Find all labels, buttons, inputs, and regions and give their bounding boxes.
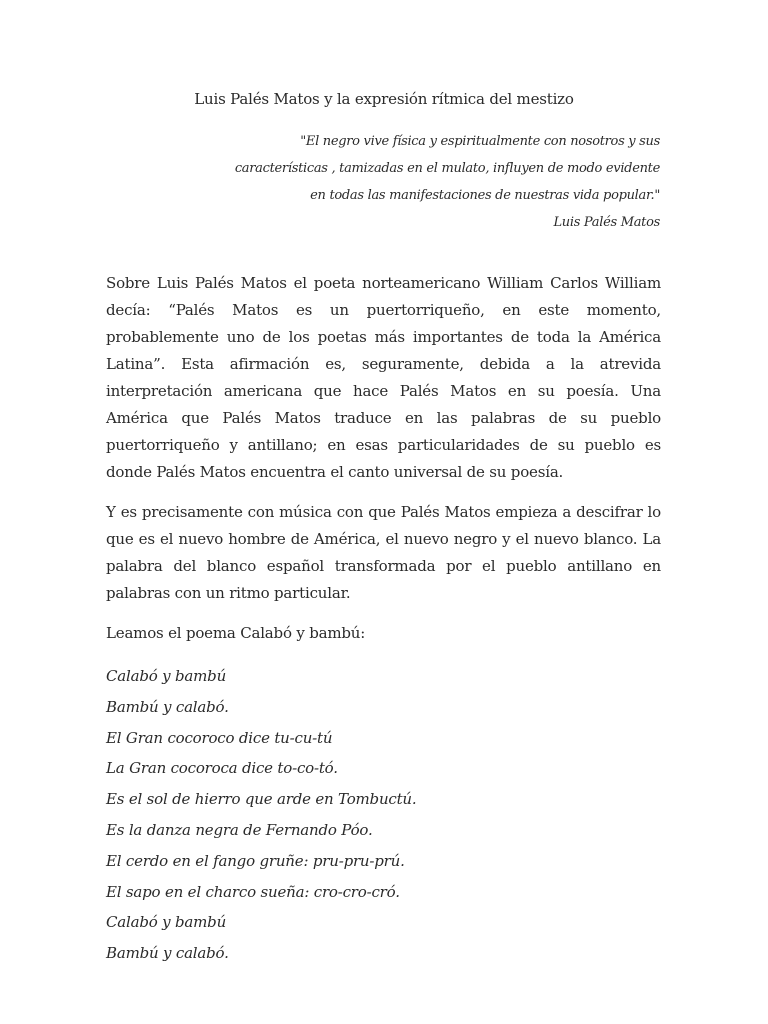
- poem-line: El cerdo en el fango gruñe: pru-pru-prú.: [106, 851, 405, 870]
- poem-line: La Gran cocoroca dice to-co-tó.: [106, 759, 338, 778]
- document-body: [106, 270, 661, 969]
- poem-line: Bambú y calabó.: [106, 697, 229, 716]
- epigraph-line: "El negro vive física y espiritualmente con nosotros y sus: [300, 134, 660, 149]
- poem-intro: Leamos el poema Calabó y bambú:: [106, 624, 366, 642]
- body-paragraph: Y es precisamente con música con que Palés Matos empieza a descifrar lo que es el nuevo hombre de América, el nuevo negro y el nuevo blanco. La palabra del blanco español transformada por el pueblo antillano en palabras con un ritmo particular.: [106, 503, 661, 602]
- poem-line: Bambú y calabó.: [106, 944, 229, 963]
- poem-line: Es el sol de hierro que arde en Tombuctú.: [106, 790, 417, 809]
- body-paragraph: Sobre Luis Palés Matos el poeta norteamericano William Carlos William decía: “Palés Matos es un puertorriqueño, en este momento, probablemente uno de los poetas más importantes de toda la América Latina”. Esta afirmación es, seguramente, debida a la atrevida interpretación americana que hace Palés Matos en su poesía. Una América que Palés Matos traduce en las palabras de su pueblo puertorriqueño y antillano; en esas particularidades de su pueblo es donde Palés Matos encuentra el canto universal de su poesía.: [106, 274, 661, 481]
- poem-line: Calabó y bambú: [106, 667, 227, 685]
- epigraph-author: Luis Palés Matos: [553, 215, 660, 230]
- poem: [106, 661, 661, 969]
- epigraph: [100, 128, 660, 236]
- document-title: Luis Palés Matos y la expresión rítmica del mestizo: [194, 90, 574, 108]
- epigraph-line: características , tamizadas en el mulato, influyen de modo evidente: [234, 161, 660, 176]
- poem-line: Es la danza negra de Fernando Póo.: [106, 820, 373, 839]
- poem-line: El sapo en el charco sueña: cro-cro-cró.: [106, 882, 400, 901]
- epigraph-line: en todas las manifestaciones de nuestras vida popular.": [310, 188, 660, 203]
- poem-line: El Gran cocoroco dice tu-cu-tú: [106, 728, 333, 747]
- poem-line: Calabó y bambú: [106, 913, 227, 932]
